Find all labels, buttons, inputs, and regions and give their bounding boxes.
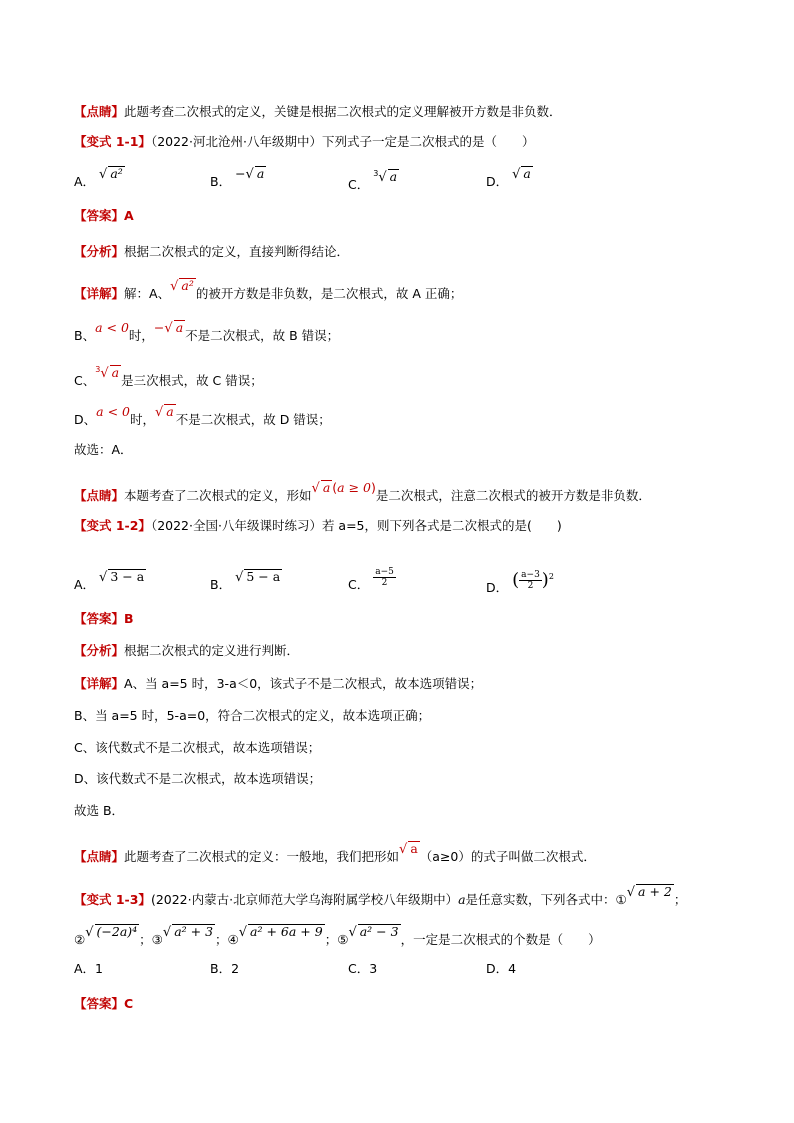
sqrt-icon: √ — [311, 481, 320, 496]
option-c — [348, 169, 399, 196]
analysis-tag: 【分析】 — [74, 244, 125, 259]
radicand: a² + 3 — [174, 924, 214, 939]
option-d — [486, 166, 533, 193]
choose-line — [74, 801, 124, 821]
option-c — [348, 567, 396, 596]
tip-tag: 【点睛】 — [74, 488, 125, 503]
tip-before: 本题考查了二次根式的定义，形如 — [124, 488, 312, 503]
option-label: D． — [486, 580, 509, 596]
option-a — [74, 166, 125, 193]
sqrt-icon: √ — [512, 167, 521, 182]
root-index: 3 — [373, 169, 379, 178]
answer-value: A — [124, 208, 134, 223]
option-b — [210, 959, 239, 979]
radicand: a + 2 — [638, 884, 672, 899]
detail-line-d — [74, 404, 331, 431]
question-stem-1: (2022·内蒙古·北京师范大学乌海附属学校八年级期中） — [150, 892, 459, 907]
option-a — [74, 959, 103, 979]
option-label: C． — [348, 577, 370, 592]
sqrt-icon: √ — [238, 925, 248, 940]
tip-line-1 — [74, 102, 562, 122]
question-stem: （2022·河北沧州·八年级期中）下列式子一定是二次根式的是（ ） — [150, 134, 535, 149]
detail-prefix: 解：A、 — [124, 286, 171, 301]
option-text: A．1 — [74, 961, 104, 976]
option-b — [210, 569, 282, 596]
option-text: C．3 — [348, 961, 378, 976]
option-label: B． — [210, 174, 232, 189]
answer-tag: 【答案】 — [74, 208, 125, 223]
denominator: 2 — [527, 581, 534, 592]
question-stem: （2022·全国·八年级课时练习）若 a=5，则下列各式是二次根式的是( ) — [150, 518, 562, 533]
condition: a ≥ 0 — [337, 480, 371, 495]
sqrt-icon: √ — [85, 925, 94, 940]
analysis-tag: 【分析】 — [74, 643, 125, 658]
radicand: a² − 3 — [359, 924, 399, 939]
exponent: 2 — [548, 572, 554, 581]
question-tag: 【变式 1-3】 — [74, 892, 151, 907]
analysis-line — [74, 242, 349, 262]
tip-after: （a≥0）的式子叫做二次根式． — [419, 849, 596, 864]
fraction — [519, 570, 542, 591]
sqrt-icon: √ — [626, 885, 636, 900]
question-stem-2: 是任意实数，下列各式中：① — [465, 892, 627, 907]
variable: a — [458, 892, 466, 907]
detail-text: 是三次根式，故 C 错误； — [121, 373, 263, 389]
sqrt-icon: √ — [399, 842, 408, 857]
question-1-3: 【变式 1-3】(2022·内蒙古·北京师范大学乌海附属学校八年级期中）a是任意实数，下列各式中：①√ a + 2； — [74, 884, 687, 907]
detail-text: B、当 a=5 时，5-a=0，符合二次根式的定义，故本选项正确； — [74, 708, 431, 723]
answer-line — [74, 206, 134, 226]
analysis-text: 根据二次根式的定义进行判断． — [124, 643, 300, 658]
detail-mid: 时， — [128, 328, 154, 343]
radicand: a — [322, 480, 331, 495]
radicand: a² + 6a + 9 — [250, 924, 323, 939]
tip-before: 此题考查了二次根式的定义：一般地，我们把形如 — [124, 849, 400, 864]
detail-line-a — [74, 674, 482, 694]
question-tag: 【变式 1-1】 — [74, 134, 151, 149]
sqrt-icon: √ — [100, 366, 109, 382]
detail-tag: 【详解】 — [74, 286, 125, 301]
radicand: a — [111, 365, 120, 381]
answer-line — [74, 994, 133, 1014]
question-tail: ，一定是二次根式的个数是（ ） — [400, 932, 601, 947]
tip-after: 是二次根式，注意二次根式的被开方数是非负数． — [375, 488, 651, 503]
radicand: a — [410, 841, 418, 856]
detail-line-b — [74, 706, 430, 726]
detail-label: B、 — [74, 328, 96, 343]
item-marker: ；③ — [139, 932, 163, 947]
detail-text: A、当 a=5 时，3-a＜0，该式子不是二次根式，故本选项错误； — [124, 676, 483, 691]
radicand: 3 − a — [110, 569, 145, 584]
choose-text: 故选：A． — [74, 442, 133, 457]
radicand: a — [175, 320, 184, 335]
denominator: 2 — [381, 578, 388, 588]
option-b — [210, 166, 266, 193]
root-index: 3 — [95, 365, 101, 374]
detail-tag: 【详解】 — [74, 676, 125, 691]
item-marker: ；⑤ — [324, 932, 349, 947]
detail-mid: 时， — [129, 412, 155, 427]
answer-line — [74, 609, 134, 629]
detail-text: 不是二次根式，故 D 错误； — [175, 412, 331, 427]
answer-value: C — [124, 996, 134, 1011]
sqrt-icon: √ — [99, 570, 108, 585]
analysis-line — [74, 641, 299, 661]
detail-line-b — [74, 320, 340, 347]
option-a — [74, 569, 146, 596]
tip-tag: 【点睛】 — [74, 104, 125, 119]
condition: a < 0 — [96, 404, 130, 419]
radicand: 5 − a — [246, 569, 281, 584]
detail-text: 的被开方数是非负数，是二次根式，故 A 正确； — [195, 286, 463, 301]
option-label: A． — [74, 174, 96, 189]
detail-text: 不是二次根式，故 B 错误； — [185, 328, 340, 343]
option-label: B． — [210, 577, 232, 592]
sqrt-icon: √ — [245, 167, 254, 182]
detail-line-d — [74, 769, 321, 789]
sqrt-icon: √ — [99, 167, 108, 182]
analysis-text: 根据二次根式的定义，直接判断得结论． — [124, 244, 350, 259]
minus-sign: − — [235, 166, 246, 181]
sqrt-icon: √ — [162, 925, 172, 940]
fraction — [373, 567, 396, 588]
option-d: D． ( $\frac{a-3}{2}$ )$^2$ — [486, 569, 554, 596]
detail-line-a — [74, 278, 463, 305]
detail-text: D、该代数式不是二次根式，故本选项错误； — [74, 771, 322, 786]
radicand: a — [256, 166, 265, 181]
tip-tag: 【点睛】 — [74, 849, 125, 864]
numerator: a−5 — [375, 567, 394, 577]
option-text: D．4 — [486, 961, 517, 976]
sqrt-icon: √ — [164, 321, 173, 336]
question-tag: 【变式 1-2】 — [74, 518, 151, 533]
condition: a < 0 — [95, 320, 129, 335]
answer-value: B — [124, 611, 134, 626]
radicand: a — [166, 404, 174, 419]
detail-label: C、 — [74, 373, 96, 389]
option-label: C． — [348, 177, 370, 193]
detail-text: C、该代数式不是二次根式，故本选项错误； — [74, 740, 321, 755]
sqrt-icon: √ — [170, 279, 179, 294]
item-marker: ② — [74, 932, 86, 947]
option-label: D． — [486, 174, 509, 189]
tip-line-3 — [74, 841, 596, 868]
radicand: a² — [110, 166, 123, 181]
answer-tag: 【答案】 — [74, 996, 125, 1011]
numerator: a−3 — [521, 570, 540, 581]
option-d — [486, 959, 516, 979]
detail-line-c — [74, 365, 263, 392]
option-c — [348, 959, 377, 979]
tip-line-2: 【点睛】本题考查了二次根式的定义，形如√ a (a ≥ 0)是二次根式，注意二次根式的被开方数是非负数． — [74, 480, 651, 503]
choose-line — [74, 440, 133, 460]
minus-sign: − — [153, 320, 165, 335]
detail-label: D、 — [74, 412, 97, 427]
sqrt-icon: √ — [154, 405, 164, 420]
radicand: a² — [181, 278, 194, 293]
question-1-3-line-2 — [74, 924, 601, 951]
option-text: B．2 — [210, 961, 240, 976]
tip-text: 此题考查二次根式的定义，关键是根据二次根式的定义理解被开方数是非负数． — [124, 104, 562, 119]
radicand: a — [389, 169, 398, 185]
answer-tag: 【答案】 — [74, 611, 125, 626]
choose-text: 故选 B． — [74, 803, 125, 818]
detail-line-c — [74, 738, 320, 758]
radicand: (−2a)⁴ — [96, 924, 138, 939]
sqrt-icon: √ — [378, 170, 387, 186]
sqrt-icon: √ — [348, 925, 357, 940]
question-1-2 — [74, 516, 562, 536]
option-label: A． — [74, 577, 96, 592]
item-marker: ；④ — [215, 932, 239, 947]
radicand: a — [523, 166, 531, 181]
question-1-1 — [74, 132, 534, 152]
sqrt-icon: √ — [235, 570, 244, 585]
